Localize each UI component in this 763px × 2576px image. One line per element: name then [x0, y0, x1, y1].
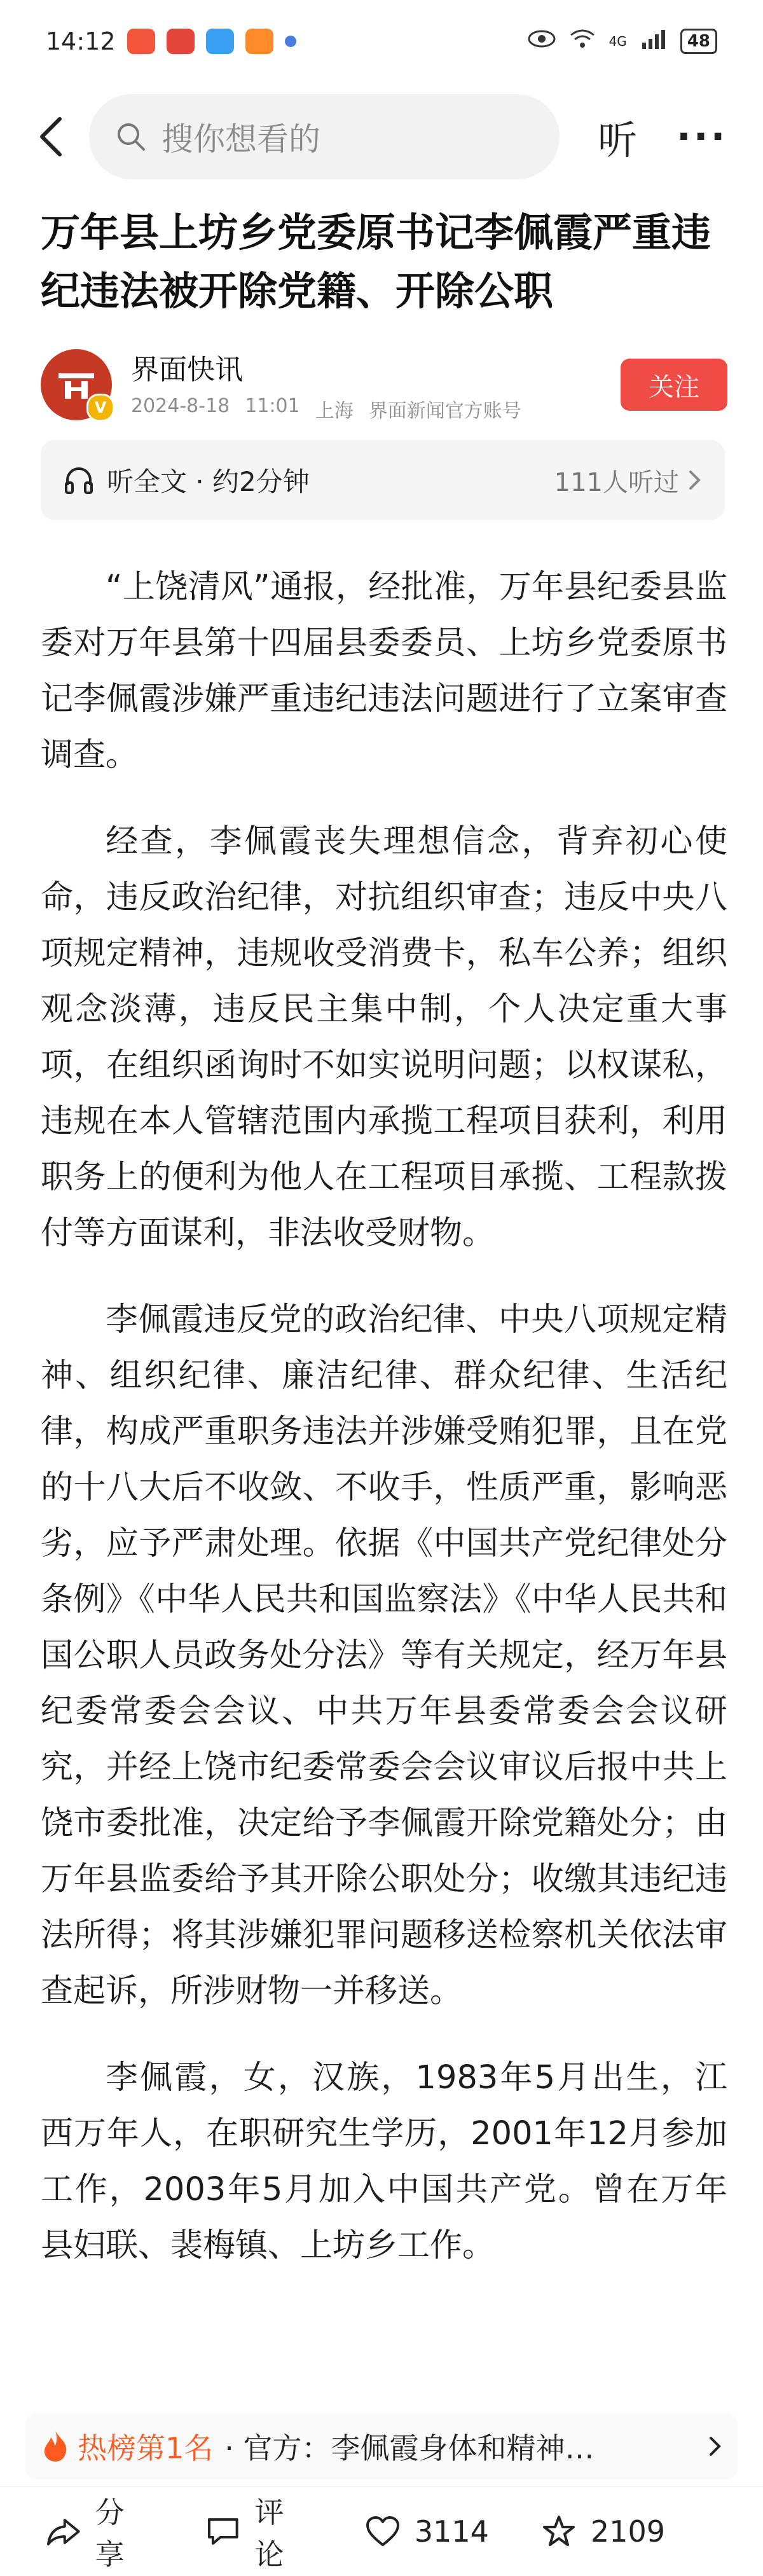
status-time: 14:12 — [46, 27, 116, 55]
author-info — [131, 347, 621, 423]
like-count: 3114 — [414, 2514, 489, 2549]
notification-icon — [206, 29, 234, 54]
eye-icon — [528, 29, 556, 53]
comment-icon — [205, 2516, 241, 2547]
hot-headline: · 官方：李佩霞身体和精神… — [224, 2431, 595, 2465]
article-paragraph: “上饶清风”通报，经批准，万年县纪委县监委对万年县第十四届县委委员、上坊乡党委原书记李佩霞涉嫌严重违纪违法问题进行了立案审查调查。 — [41, 568, 727, 774]
top-bar — [0, 89, 763, 184]
wifi-icon — [570, 29, 595, 54]
publish-date: 2024-8-18 — [131, 395, 230, 417]
network-label: 4G — [608, 34, 627, 49]
comment-button[interactable] — [205, 2490, 313, 2573]
search-icon — [116, 121, 146, 152]
status-bar — [0, 0, 763, 83]
favorite-count: 2109 — [590, 2514, 665, 2549]
signal-icon — [641, 29, 666, 54]
heart-icon — [365, 2516, 401, 2547]
follow-button[interactable]: 关注 — [621, 359, 727, 411]
chevron-right-icon — [708, 2435, 722, 2457]
publisher-source: 界面新闻官方账号 — [368, 400, 521, 422]
listen-count: 111人听过 — [554, 467, 679, 497]
notification-icon — [167, 29, 195, 54]
article-title: 万年县上坊乡党委原书记李佩霞严重违纪违法被开除党籍、开除公职 — [41, 209, 711, 314]
more-button[interactable]: ··· — [677, 114, 728, 159]
share-button[interactable] — [46, 2490, 153, 2573]
chevron-right-icon — [688, 469, 702, 491]
hot-ranking-bar[interactable] — [25, 2413, 738, 2479]
verified-badge-icon: V — [86, 394, 114, 422]
like-button[interactable] — [365, 2514, 489, 2549]
avatar[interactable] — [41, 349, 112, 420]
publish-location: 上海 — [315, 400, 354, 422]
author-row — [41, 343, 727, 426]
headphones-icon — [64, 466, 94, 494]
comment-label: 评论 — [254, 2495, 284, 2572]
listen-full-bar[interactable] — [41, 440, 725, 520]
bottom-action-bar — [0, 2486, 763, 2576]
article-paragraph: 经查，李佩霞丧失理想信念，背弃初心使命，违反政治纪律，对抗组织审查；违反中央八项规定精神，违规收受消费卡，私车公养；组织观念淡薄，违反民主集中制，个人决定重大事项，在组织函询时不如实说明问题；以权谋私，违规在本人管辖范围内承揽工程项目获利，利用职务上的便利为他人在工程项目承揽、工程款拨付等方面谋利，非法收受财物。 — [41, 823, 727, 1252]
listen-button[interactable]: 听 — [598, 116, 638, 163]
search-placeholder: 搜你想看的 — [162, 121, 320, 158]
share-label: 分享 — [95, 2495, 125, 2572]
favorite-button[interactable] — [541, 2514, 665, 2549]
hot-rank-label: 热榜第1名 — [78, 2431, 214, 2465]
publish-time: 11:01 — [245, 395, 300, 417]
author-name[interactable]: 界面快讯 — [131, 354, 243, 386]
search-input[interactable] — [89, 94, 560, 179]
notification-dot-icon — [285, 36, 296, 47]
listen-full-label: 听全文 · 约2分钟 — [107, 466, 310, 497]
share-icon — [46, 2516, 81, 2547]
article-paragraph: 李佩霞违反党的政治纪律、中央八项规定精神、组织纪律、廉洁纪律、群众纪律、生活纪律，构成严重职务违法并涉嫌受贿犯罪，且在党的十八大后不收敛、不收手，性质严重，影响恶劣，应予严肃处理。依据《中国共产党纪律处分条例》《中华人民共和国监察法》《中华人民共和国公职人员政务处分法》等有关规定，经万年县纪委常委会会议、中共万年县委常委会会议研究，并经上饶市纪委常委会会议审议后报中共上饶市委批准，决定给予李佩霞开除党籍处分；由万年县监委给予其开除公职处分；收缴其违纪违法所得；将其涉嫌犯罪问题移送检察机关依法审查起诉，所涉财物一并移送。 — [41, 1301, 727, 2010]
article-body — [41, 560, 727, 2304]
star-icon — [541, 2514, 577, 2549]
battery-indicator: 48 — [680, 29, 717, 54]
fire-icon — [41, 2430, 70, 2463]
notification-icon — [127, 29, 155, 54]
notification-icon — [245, 29, 273, 54]
article-paragraph: 李佩霞，女，汉族，1983年5月出生，江西万年人，在职研究生学历，2001年12月参加工作，2003年5月加入中国共产党。曾在万年县妇联、裴梅镇、上坊乡工作。 — [41, 2059, 727, 2264]
article-meta — [131, 395, 621, 423]
back-arrow-icon — [38, 116, 64, 157]
back-button[interactable] — [25, 99, 76, 175]
